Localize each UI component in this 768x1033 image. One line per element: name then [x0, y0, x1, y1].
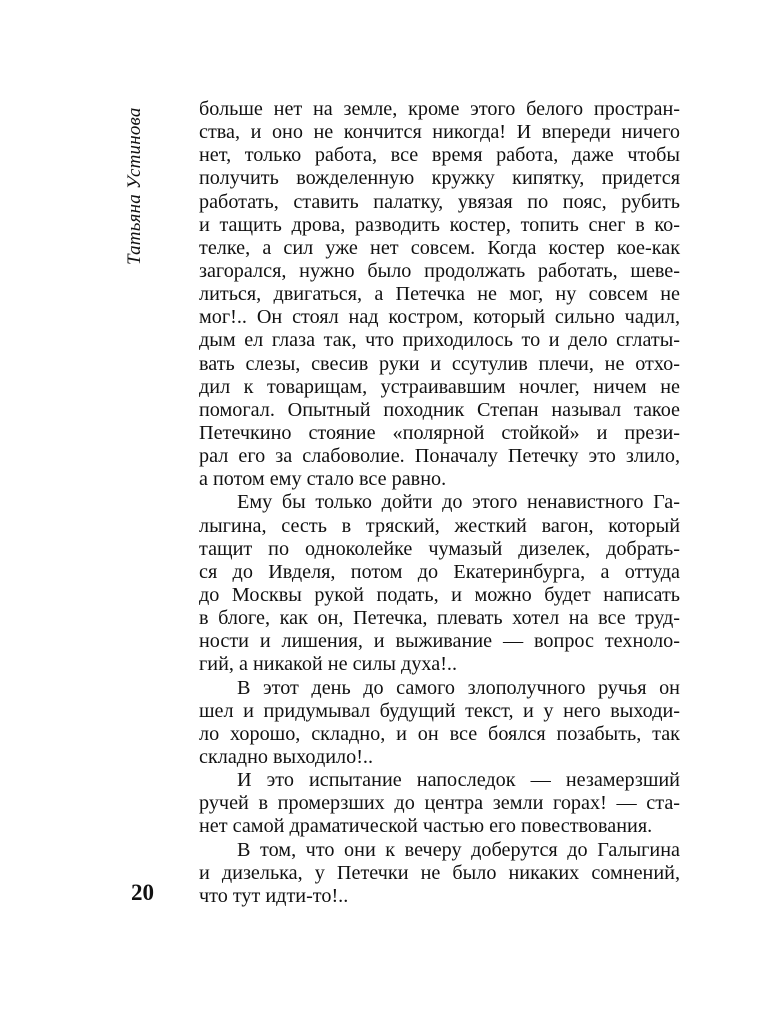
- text-line: шел и придумывал будущий текст, и у него выходи-: [199, 699, 680, 722]
- paragraph: [199, 491, 680, 676]
- text-line: ло хорошо, складно, и он все боялся позабыть, так: [199, 722, 680, 745]
- text-line: лыгина, сесть в тряский, жесткий вагон, который: [199, 514, 680, 537]
- text-line: мог!.. Он стоял над костром, который сильно чадил,: [199, 306, 680, 329]
- text-line: В этот день до самого злополучного ручья он: [237, 676, 680, 699]
- text-line: ручей в промерзших до центра земли горах! — ста-: [199, 792, 680, 815]
- text-line: телке, а сил уже нет совсем. Когда костер кое-как: [199, 236, 680, 259]
- text-line: ся до Ивделя, потом до Екатеринбурга, а оттуда: [199, 560, 680, 583]
- paragraph: [199, 769, 680, 838]
- text-line: а потом ему стало все равно.: [199, 468, 447, 491]
- text-line: дил к товарищам, устраивавшим ночлег, ничем не: [199, 375, 680, 398]
- paragraph: [199, 98, 680, 491]
- page-number: 20: [131, 880, 154, 905]
- text-line: ности и лишения, и выживание — вопрос техноло-: [199, 630, 680, 653]
- text-line: тащит по одноколейке чумазый дизелек, добрать-: [199, 537, 680, 560]
- text-line: складно выходило!..: [199, 745, 374, 768]
- text-line: гий, а никакой не силы духа!..: [199, 653, 458, 676]
- text-line: работать, ставить палатку, увязая по пояс, рубить: [199, 190, 680, 213]
- paragraph: [199, 677, 680, 770]
- text-line: дым ел глаза так, что приходилось то и дело сглаты-: [199, 329, 680, 352]
- text-line: в блоге, как он, Петечка, плевать хотел на все труд-: [199, 607, 680, 630]
- text-line: В том, что они к вечеру доберутся до Галыгина: [237, 838, 680, 861]
- text-line: что тут идти-то!..: [199, 884, 349, 907]
- text-line: и дизелька, у Петечки не было никаких сомнений,: [199, 861, 680, 884]
- text-line: ства, и оно не кончится никогда! И впереди ничего: [199, 121, 680, 144]
- text-line: нет, только работа, все время работа, даже чтобы: [199, 144, 680, 167]
- text-line: рал его за слабоволие. Поначалу Петечку это злило,: [199, 445, 680, 468]
- running-head-author: Татьяна Устинова: [124, 107, 145, 265]
- paragraph: [199, 839, 680, 908]
- text-line: помогал. Опытный походник Степан называл такое: [199, 398, 680, 421]
- text-line: больше нет на земле, кроме этого белого простран-: [199, 98, 680, 120]
- text-line: загорался, нужно было продолжать работать, шеве-: [199, 259, 680, 282]
- text-line: получить вожделенную кружку кипятку, придется: [199, 167, 680, 190]
- text-line: нет самой драматической частью его повествования.: [199, 815, 653, 838]
- text-line: и тащить дрова, разводить костер, топить снег в ко-: [199, 213, 680, 236]
- text-line: до Москвы рукой подать, и можно будет написать: [199, 583, 680, 606]
- text-line: Петечкино стояние «полярной стойкой» и прези-: [199, 421, 680, 444]
- text-line: литься, двигаться, а Петечка не мог, ну совсем не: [199, 283, 680, 306]
- text-line: Ему бы только дойти до этого ненавистного Га-: [237, 491, 680, 514]
- body-text: [199, 98, 680, 908]
- text-line: вать слезы, свесив руки и ссутулив плечи, не отхо-: [199, 352, 680, 375]
- text-line: И это испытание напоследок — незамерзший: [237, 769, 680, 792]
